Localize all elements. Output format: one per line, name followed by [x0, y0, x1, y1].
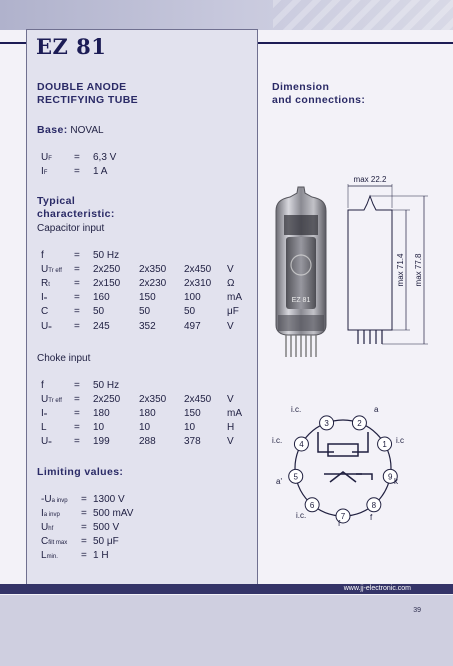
equals: = — [81, 550, 87, 562]
spec-row — [41, 248, 247, 262]
symbol-sub: F — [43, 169, 48, 176]
spec-row — [41, 276, 247, 290]
label-f-left: f — [338, 519, 341, 528]
base-value: NOVAL — [70, 125, 104, 136]
value-2: 2x350 — [139, 393, 167, 405]
tube-photo — [268, 185, 336, 360]
spec-row — [41, 262, 247, 276]
symbol: U — [41, 263, 49, 275]
pinout-diagram — [268, 400, 418, 530]
symbol: U — [41, 151, 49, 163]
symbol: I — [41, 165, 44, 177]
limit-row — [41, 506, 133, 520]
value-1: 2x150 — [93, 277, 121, 289]
limiting-heading: Limiting values: — [37, 466, 124, 478]
spec-row — [41, 392, 247, 406]
value-3: 378 — [184, 436, 201, 448]
value-2: 150 — [139, 292, 156, 304]
inner-height-label: max 71.4 — [396, 253, 405, 287]
pin-number: 3 — [324, 418, 329, 428]
pin-number: 8 — [371, 500, 377, 510]
dimension-heading-line1: Dimension — [272, 81, 330, 93]
heater-row — [41, 164, 116, 178]
value-1: 245 — [93, 320, 110, 332]
value-2 — [139, 378, 184, 392]
pin-number: 7 — [340, 512, 346, 521]
pin-number: 2 — [357, 418, 362, 428]
unit: mA — [227, 407, 242, 419]
symbol-sub: filt max — [48, 540, 68, 547]
value-1: 2x250 — [93, 393, 121, 405]
base-label: Base: — [37, 124, 68, 136]
capacitor-input-label: Capacitor input — [37, 223, 105, 234]
pin-8 — [367, 498, 381, 512]
width-dimension-label: max 22.2 — [353, 175, 387, 184]
outline-pins — [358, 330, 382, 344]
footer-band — [0, 595, 453, 666]
value: 500 V — [93, 521, 120, 533]
symbol-sub: min. — [46, 554, 58, 561]
outer-height-label: max 77.8 — [414, 253, 423, 287]
value-2: 50 — [139, 306, 151, 318]
pin-5 — [289, 469, 303, 483]
label-ic-bottom: i.c. — [296, 511, 307, 520]
symbol: U — [41, 521, 49, 533]
symbol-sub: a invp — [43, 511, 60, 518]
limit-row — [41, 549, 133, 563]
pin-2 — [352, 416, 366, 430]
pin-number: 4 — [299, 440, 304, 449]
symbol-sub: = — [48, 440, 52, 447]
choke-table — [41, 378, 247, 449]
label-a-top: a — [374, 405, 379, 414]
unit: V — [227, 263, 234, 275]
value-1: 2x250 — [93, 263, 121, 275]
symbol: L — [41, 550, 47, 562]
equals: = — [81, 507, 87, 519]
symbol: L — [41, 422, 47, 434]
tube-description-line1: DOUBLE ANODE — [37, 81, 127, 93]
header-band — [0, 0, 453, 30]
internal-electrodes — [318, 432, 372, 482]
typical-heading-line2: characteristic: — [37, 208, 115, 220]
symbol: I — [41, 507, 44, 519]
page-number: 39 — [413, 607, 421, 614]
footer-bar — [0, 584, 453, 594]
value-3 — [184, 248, 227, 262]
value-3: 100 — [184, 292, 201, 304]
symbol: R — [41, 277, 49, 289]
symbol: f — [41, 249, 44, 261]
value: 1300 V — [93, 493, 125, 505]
symbol-sub: = — [43, 296, 48, 303]
value-1: 50 Hz — [93, 249, 120, 261]
value-2: 2x230 — [139, 277, 167, 289]
equals: = — [74, 249, 80, 261]
label-ic-left: i.c. — [272, 436, 283, 445]
symbol-sub: = — [48, 324, 52, 331]
base-line — [37, 124, 104, 137]
pin-6 — [305, 498, 319, 512]
value-1: 50 Hz — [93, 379, 120, 391]
spec-row — [41, 291, 247, 305]
symbol: I — [41, 292, 44, 304]
dimension-heading-line2: and connections: — [272, 94, 366, 106]
unit: V — [227, 320, 234, 332]
equals: = — [81, 521, 87, 533]
symbol-sub: hf — [48, 525, 54, 532]
equals: = — [74, 407, 80, 419]
value: 50 μF — [93, 536, 119, 548]
value-3: 150 — [184, 407, 201, 419]
limiting-table — [41, 492, 133, 563]
dimension-heading — [272, 81, 365, 107]
value-3: 2x450 — [184, 263, 212, 275]
value-1: 50 — [93, 306, 105, 318]
value-2: 288 — [139, 436, 156, 448]
dimension-drawing — [340, 168, 440, 363]
limit-row — [41, 492, 133, 506]
label-f-right: f — [370, 513, 373, 522]
tube-description — [37, 81, 138, 107]
value-3: 10 — [184, 422, 196, 434]
symbol-sub: a invp — [51, 497, 68, 504]
value: 6,3 V — [93, 151, 117, 163]
value-3: 2x450 — [184, 393, 212, 405]
label-ic-top: i.c. — [291, 405, 302, 414]
choke-input-label: Choke input — [37, 353, 91, 364]
symbol-sub: Tr eff — [48, 397, 62, 404]
unit: V — [227, 393, 234, 405]
tube-outline — [348, 196, 392, 330]
value-2 — [139, 248, 184, 262]
symbol-sub: = — [43, 411, 48, 418]
footer-url[interactable]: www.jj-electronic.com — [343, 585, 411, 592]
value-1: 180 — [93, 407, 110, 419]
unit — [227, 378, 247, 392]
unit: μF — [227, 306, 239, 318]
heater-table — [41, 150, 116, 178]
spec-row — [41, 378, 247, 392]
value-3: 497 — [184, 320, 201, 332]
pin-4 — [294, 437, 308, 451]
pin-1 — [378, 437, 392, 451]
symbol: f — [41, 379, 44, 391]
page-title: EZ 81 — [36, 34, 107, 59]
value-2: 10 — [139, 422, 151, 434]
value-1: 10 — [93, 422, 105, 434]
equals: = — [74, 436, 80, 448]
tube-marking: EZ 81 — [291, 297, 311, 304]
pin-number: 5 — [293, 472, 298, 482]
value-2: 2x350 — [139, 263, 167, 275]
value: 1 H — [93, 550, 109, 562]
symbol: U — [41, 436, 49, 448]
symbol: C — [41, 306, 49, 318]
symbol: C — [41, 536, 49, 548]
unit — [227, 248, 247, 262]
value-1: 199 — [93, 436, 110, 448]
value: 1 A — [93, 165, 108, 177]
symbol-sub: Tr eff — [48, 267, 62, 274]
label-k: k — [394, 477, 398, 486]
value-3: 2x310 — [184, 277, 212, 289]
equals: = — [74, 393, 80, 405]
symbol: I — [41, 407, 44, 419]
capacitor-table — [41, 248, 247, 333]
symbol: -U — [41, 493, 52, 505]
equals: = — [74, 151, 80, 163]
value-2: 180 — [139, 407, 156, 419]
spec-row — [41, 305, 247, 319]
equals: = — [74, 165, 80, 177]
spec-row — [41, 421, 247, 435]
symbol: U — [41, 393, 49, 405]
tube-description-line2: RECTIFYING TUBE — [37, 94, 139, 106]
value: 500 mAV — [93, 507, 134, 519]
symbol: U — [41, 320, 49, 332]
label-a-left: a' — [276, 477, 282, 486]
value-3: 50 — [184, 306, 196, 318]
limit-row — [41, 520, 133, 534]
equals: = — [74, 292, 80, 304]
pin-number: 6 — [309, 500, 315, 510]
typical-heading-line1: Typical — [37, 195, 76, 207]
pin-number: 1 — [382, 440, 387, 449]
value-1: 160 — [93, 292, 110, 304]
pin-number: 9 — [388, 472, 393, 482]
equals: = — [74, 277, 80, 289]
pin-3 — [320, 416, 334, 430]
limit-row — [41, 535, 133, 549]
unit: Ω — [227, 277, 235, 289]
equals: = — [74, 320, 80, 332]
value-3 — [184, 378, 227, 392]
equals: = — [74, 306, 80, 318]
equals: = — [74, 422, 80, 434]
spec-row — [41, 406, 247, 420]
unit: mA — [227, 292, 242, 304]
symbol-sub: t — [48, 281, 50, 288]
spec-row — [41, 319, 247, 333]
equals: = — [74, 379, 80, 391]
unit: V — [227, 436, 234, 448]
equals: = — [74, 263, 80, 275]
label-ic-right: i.c — [396, 436, 404, 445]
typical-heading — [37, 195, 115, 221]
value-2: 352 — [139, 320, 156, 332]
heater-row — [41, 150, 116, 164]
equals: = — [81, 536, 87, 548]
symbol-sub: F — [48, 155, 52, 162]
equals: = — [81, 493, 87, 505]
unit: H — [227, 422, 235, 434]
spec-row — [41, 435, 247, 449]
